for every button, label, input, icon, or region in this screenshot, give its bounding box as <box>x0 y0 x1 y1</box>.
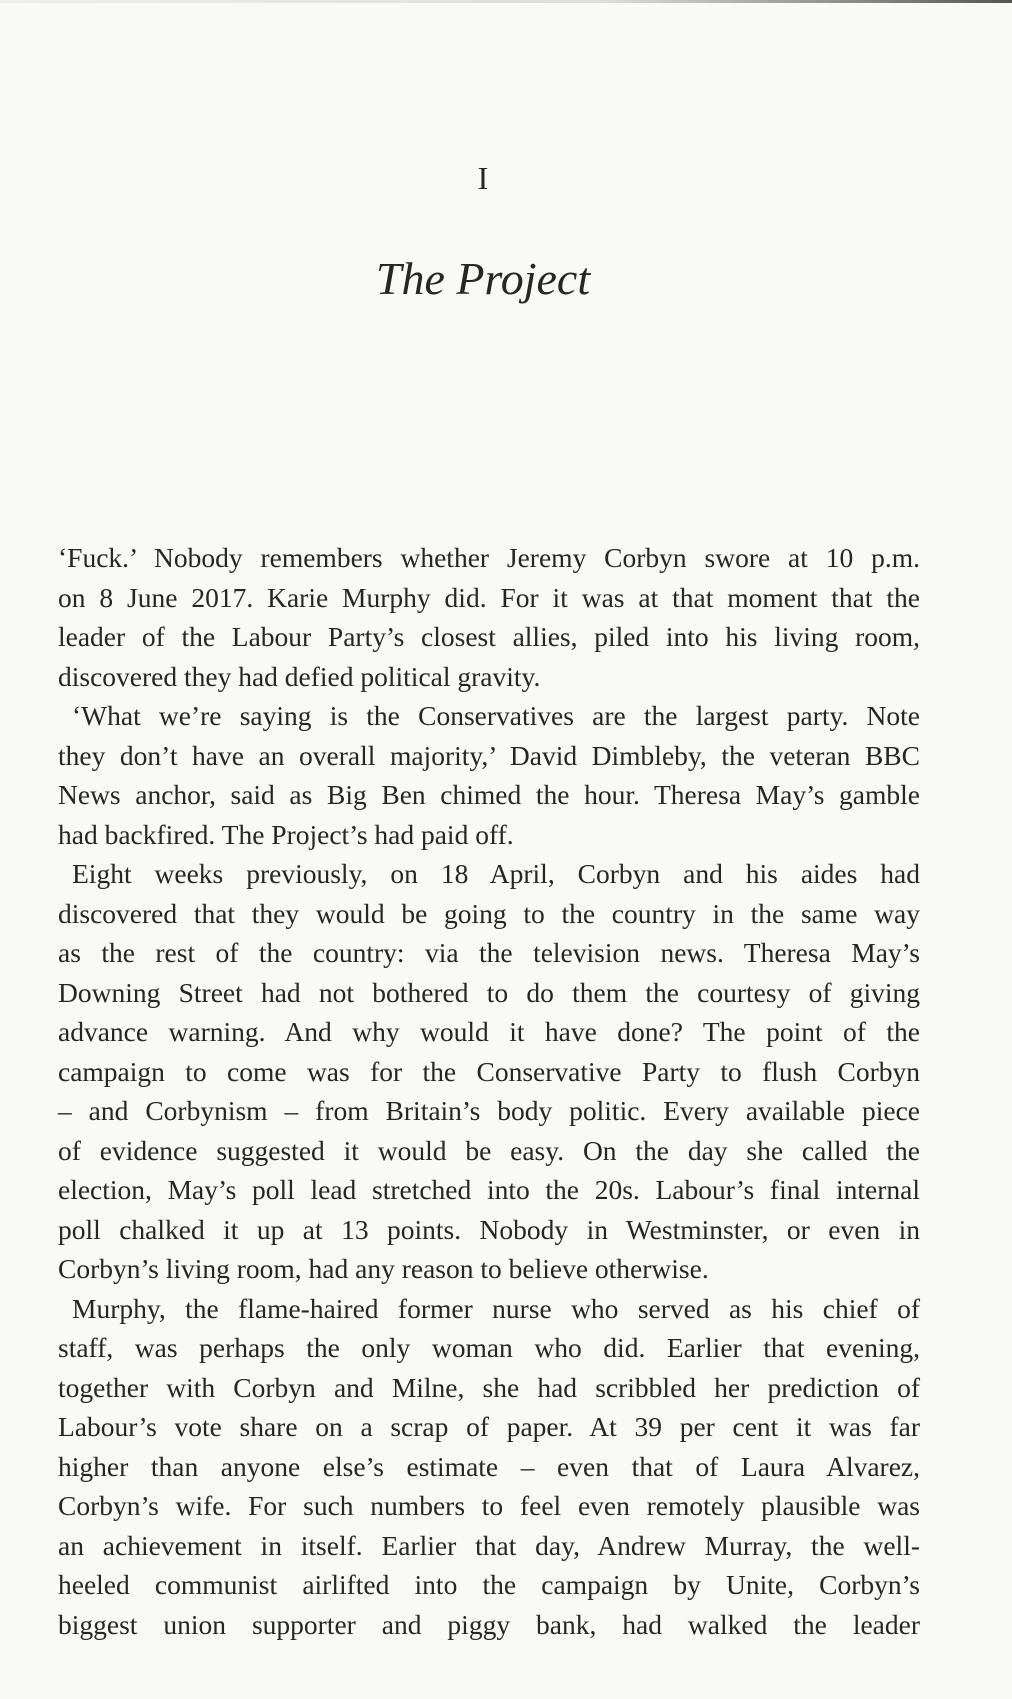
text-line: Corbyn’s living room, had any reason to believe otherwise. <box>58 1253 709 1284</box>
paragraph <box>58 538 920 696</box>
text-line: leader of the Labour Party’s closest allies, piled into his living room, <box>58 621 920 652</box>
text-line: Murphy, the flame-haired former nurse who served as his chief of <box>72 1292 920 1324</box>
text-line: had backfired. The Project’s had paid off. <box>58 818 514 850</box>
text-line: Corbyn’s wife. For such numbers to feel even remotely plausible was <box>58 1490 920 1521</box>
text-line: News anchor, said as Big Ben chimed the hour. Theresa May’s gamble <box>58 779 920 810</box>
text-line: Eight weeks previously, on 18 April, Corbyn and his aides had <box>72 858 920 889</box>
text-line: campaign to come was for the Conservative Party to flush Corbyn <box>58 1055 920 1087</box>
text-line: they don’t have an overall majority,’ David Dimbleby, the veteran BBC <box>58 739 920 771</box>
paragraph <box>58 854 920 1289</box>
text-line: higher than anyone else’s estimate – even that of Laura Alvarez, <box>58 1450 920 1482</box>
text-line: discovered that they would be going to the country in the same way <box>58 897 920 929</box>
body-text <box>58 538 920 1644</box>
text-line: advance warning. And why would it have done? The point of the <box>58 1016 920 1047</box>
text-line: an achievement in itself. Earlier that day, Andrew Murray, the well- <box>58 1529 920 1561</box>
text-line: discovered they had defied political gravity. <box>58 660 541 692</box>
text-line: ‘Fuck.’ Nobody remembers whether Jeremy Corbyn swore at 10 p.m. <box>58 542 920 573</box>
chapter-title: The Project <box>375 253 591 304</box>
paragraph <box>58 1289 920 1645</box>
text-line: ‘What we’re saying is the Conservatives are the largest party. Note <box>72 700 920 731</box>
text-line: biggest union supporter and piggy bank, had walked the leader <box>58 1608 920 1640</box>
text-line: heeled communist airlifted into the campaign by Unite, Corbyn’s <box>58 1569 920 1600</box>
text-line: Labour’s vote share on a scrap of paper. At 39 per cent it was far <box>58 1411 920 1442</box>
text-line: – and Corbynism – from Britain’s body politic. Every available piece <box>58 1095 920 1126</box>
text-line: as the rest of the country: via the television news. Theresa May’s <box>58 937 920 968</box>
chapter-number: I <box>477 160 489 196</box>
paragraph <box>58 696 920 854</box>
text-line: Downing Street had not bothered to do them the courtesy of giving <box>58 976 920 1008</box>
text-line: of evidence suggested it would be easy. On the day she called the <box>58 1134 920 1166</box>
text-line: on 8 June 2017. Karie Murphy did. For it was at that moment that the <box>58 581 920 613</box>
text-line: election, May’s poll lead stretched into the 20s. Labour’s final internal <box>58 1174 920 1205</box>
text-line: together with Corbyn and Milne, she had scribbled her prediction of <box>58 1371 920 1403</box>
text-line: staff, was perhaps the only woman who did. Earlier that evening, <box>58 1332 920 1363</box>
page-edge <box>0 0 1012 3</box>
text-line: poll chalked it up at 13 points. Nobody in Westminster, or even in <box>58 1213 920 1245</box>
